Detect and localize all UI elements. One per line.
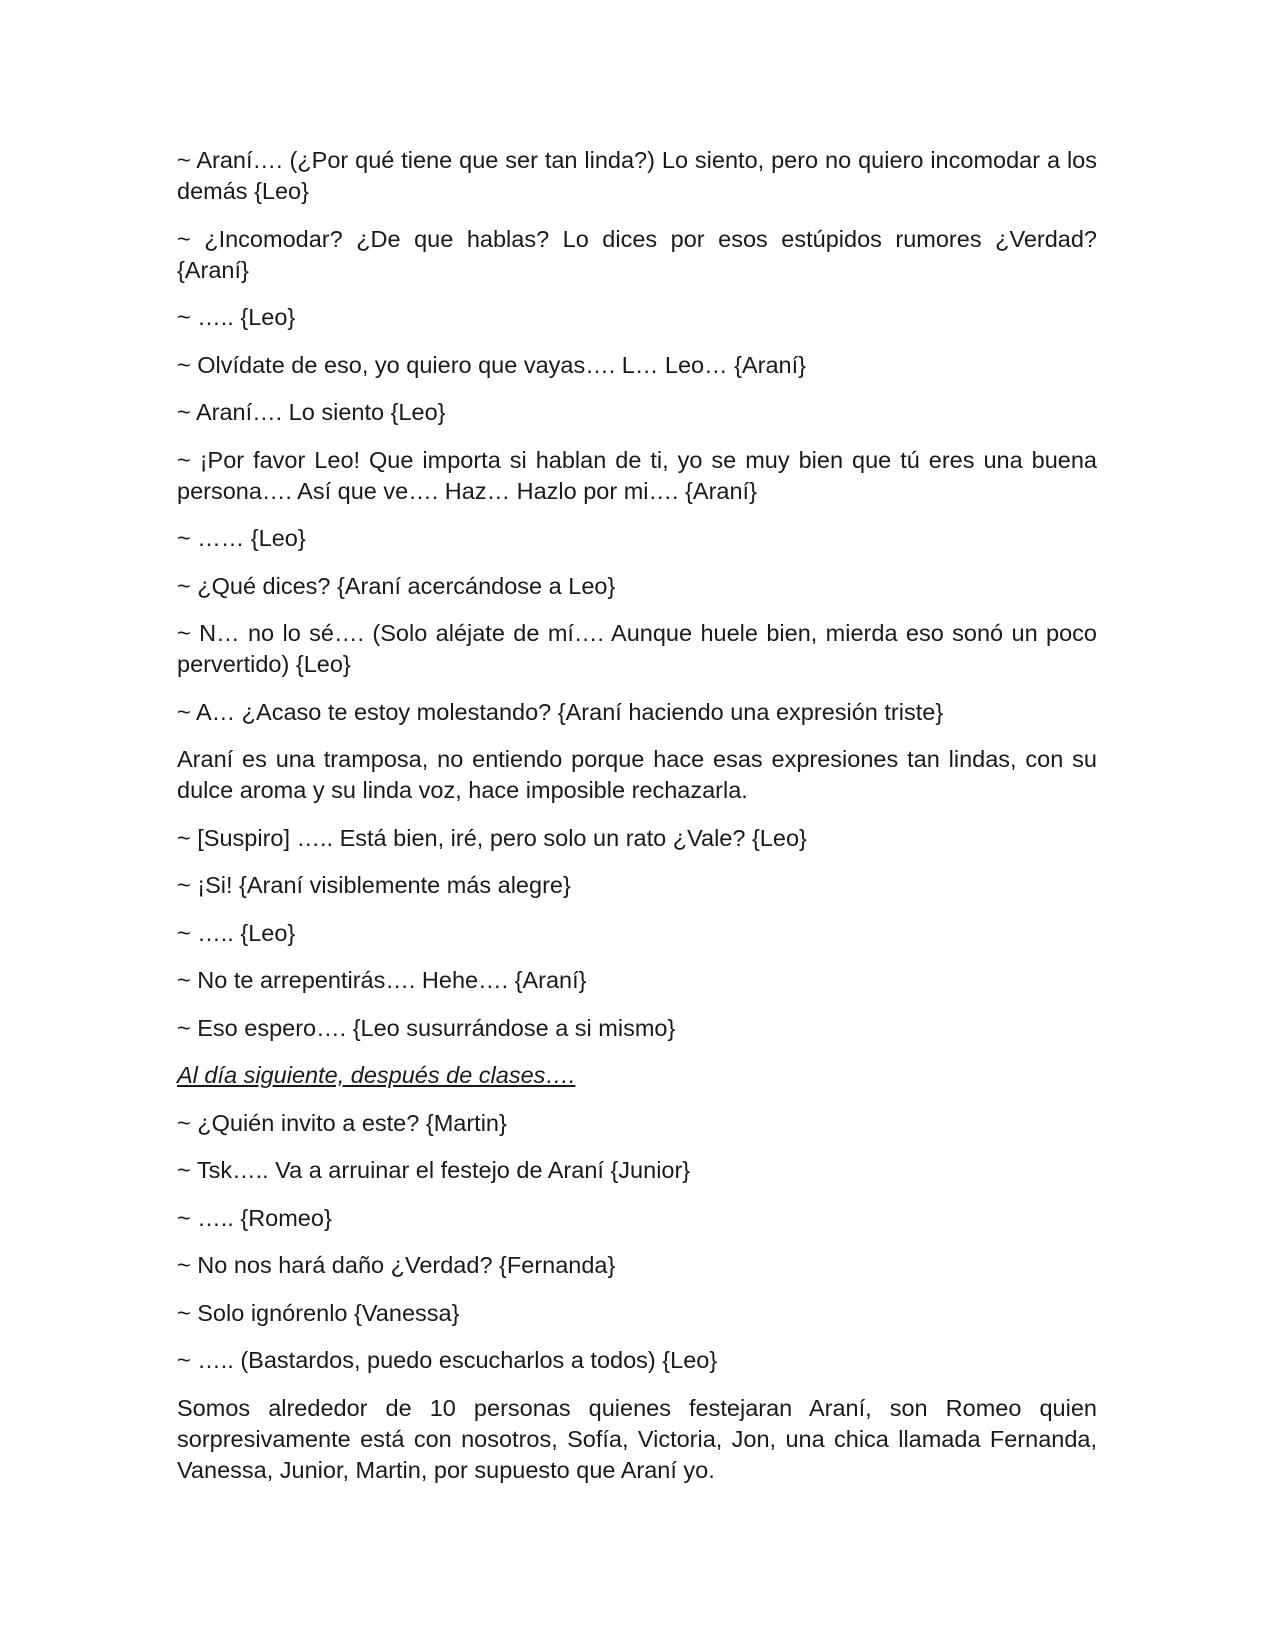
dialogue-line: ~ A… ¿Acaso te estoy molestando? {Araní haciendo una expresión triste}: [177, 698, 944, 725]
document-page: [177, 145, 1097, 1502]
dialogue-line: ~ Araní…. (¿Por qué tiene que ser tan linda?) Lo siento, pero no quiero incomodar a los demás {Leo}: [177, 147, 1097, 204]
dialogue-line: ~ ¡Por favor Leo! Que importa si hablan de ti, yo se muy bien que tú eres una buena persona…. Así que ve…. Haz… Hazlo por mi…. {Araní}: [177, 446, 1097, 504]
dialogue-line: ~ ¿Incomodar? ¿De que hablas? Lo dices por esos estúpidos rumores ¿Verdad? {Araní}: [177, 225, 1097, 283]
dialogue-line: ~ ….. {Leo}: [177, 304, 296, 330]
dialogue-line: ~ No nos hará daño ¿Verdad? {Fernanda}: [177, 1252, 616, 1278]
narration-paragraph: Somos alrededor de 10 personas quienes festejaran Araní, son Romeo quien sorpresivamente está con nosotros, Sofía, Victoria, Jon, una chica llamada Fernanda, Vanessa, Junior, Martin, por supuesto que Araní yo.: [177, 1394, 1097, 1483]
dialogue-line: ~ …… {Leo}: [177, 525, 306, 551]
dialogue-line: ~ Araní…. Lo siento {Leo}: [177, 399, 446, 425]
narration-paragraph: Araní es una tramposa, no entiendo porque hace esas expresiones tan lindas, con su dulce aroma y su linda voz, hace imposible rechazarla.: [177, 746, 1097, 803]
dialogue-line: ~ ¡Si! {Araní visiblemente más alegre}: [177, 872, 571, 898]
dialogue-line: ~ Solo ignórenlo {Vanessa}: [177, 1299, 460, 1326]
scene-heading: Al día siguiente, después de clases….: [177, 1062, 576, 1088]
dialogue-line: ~ ….. {Leo}: [177, 919, 296, 946]
dialogue-line: ~ ….. (Bastardos, puedo escucharlos a todos) {Leo}: [177, 1347, 718, 1373]
dialogue-line: ~ ….. {Romeo}: [177, 1204, 332, 1231]
dialogue-line: ~ Tsk….. Va a arruinar el festejo de Araní {Junior}: [177, 1157, 691, 1183]
dialogue-line: ~ Olvídate de eso, yo quiero que vayas…. L… Leo… {Araní}: [177, 351, 807, 378]
dialogue-line: ~ Eso espero…. {Leo susurrándose a si mismo}: [177, 1014, 676, 1041]
dialogue-line: ~ N… no lo sé…. (Solo aléjate de mí…. Aunque huele bien, mierda eso sonó un poco pervertido) {Leo}: [177, 620, 1097, 677]
dialogue-line: ~ No te arrepentirás…. Hehe…. {Araní}: [177, 967, 587, 993]
dialogue-line: ~ ¿Quién invito a este? {Martin}: [177, 1109, 507, 1136]
dialogue-line: ~ ¿Qué dices? {Araní acercándose a Leo}: [177, 572, 616, 599]
dialogue-line: ~ [Suspiro] ….. Está bien, iré, pero solo un rato ¿Vale? {Leo}: [177, 824, 807, 851]
